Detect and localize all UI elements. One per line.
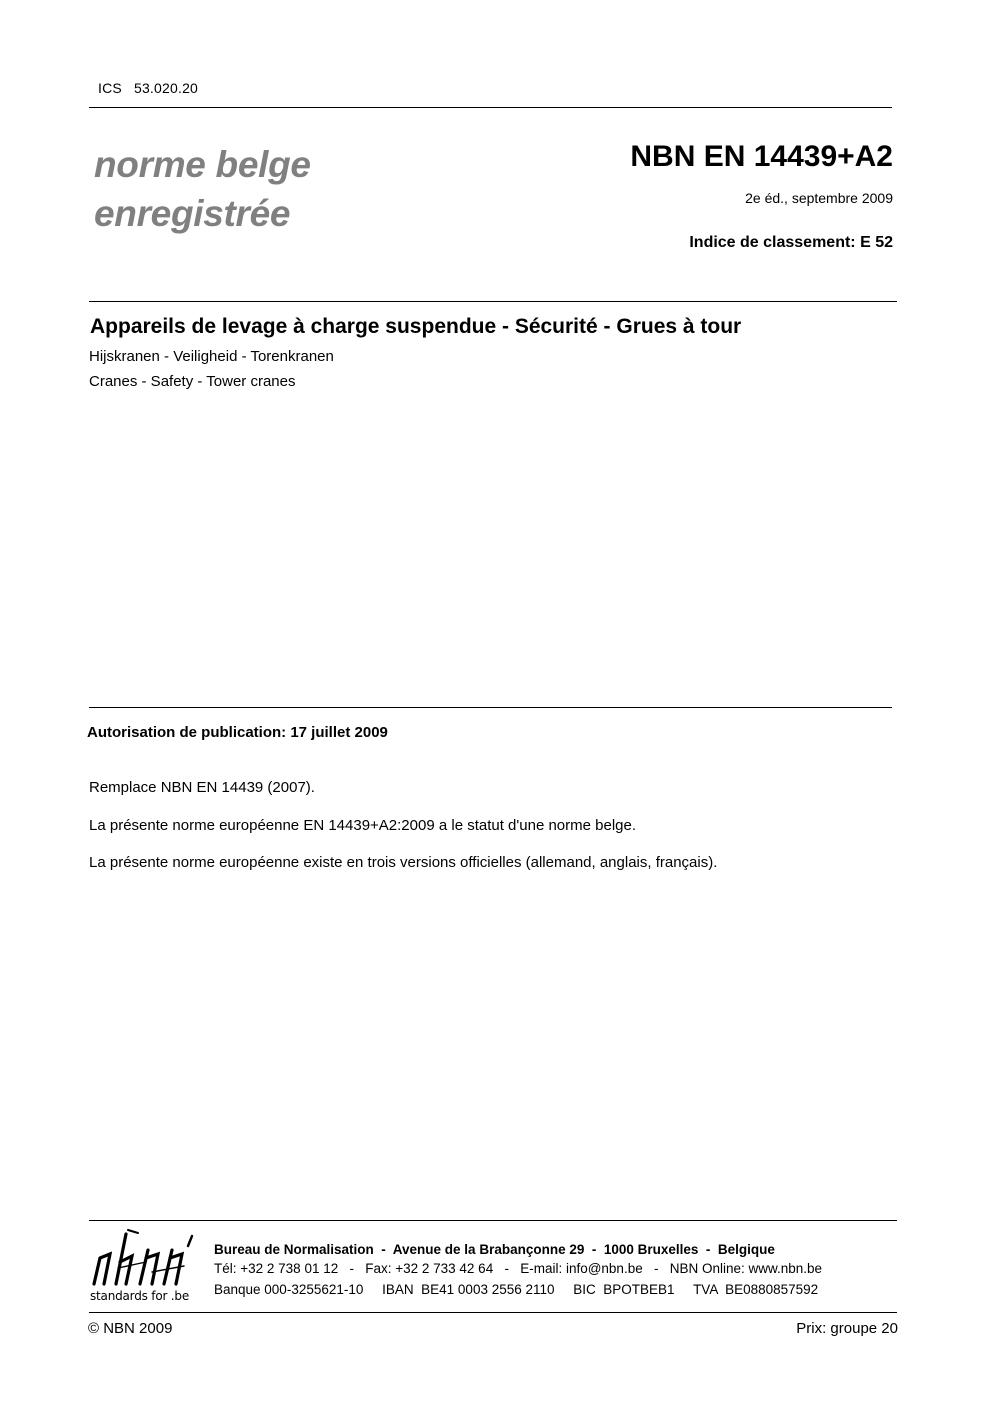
document-title-nl: Hijskranen - Veiligheid - Torenkranen bbox=[89, 348, 334, 365]
ics-line bbox=[98, 80, 198, 96]
norme-line-1: norme belge bbox=[94, 144, 311, 185]
standard-number: NBN EN 14439+A2 bbox=[630, 140, 893, 173]
document-title-fr: Appareils de levage à charge suspendue - Sécurité - Grues à tour bbox=[90, 315, 742, 338]
footer-bank-details: Banque 000-3255621-10 IBAN BE41 0003 2556 2110 BIC BPOTBEB1 TVA BE0880857592 bbox=[214, 1282, 819, 1297]
divider-footer bbox=[89, 1220, 897, 1221]
divider-middle bbox=[89, 707, 892, 708]
divider-top bbox=[89, 107, 892, 108]
divider-title bbox=[89, 301, 897, 302]
norme-belge-heading bbox=[94, 140, 311, 238]
paragraph-status: La présente norme européenne EN 14439+A2:2009 a le statut d'une norme belge. bbox=[89, 817, 637, 834]
paragraph-replaces: Remplace NBN EN 14439 (2007). bbox=[89, 779, 315, 796]
divider-bottom bbox=[89, 1312, 897, 1313]
copyright: © NBN 2009 bbox=[88, 1320, 173, 1337]
footer-contact: Tél: +32 2 738 01 12 - Fax: +32 2 733 42 64 - E-mail: info@nbn.be - NBN Online: www.nbn.be bbox=[214, 1261, 823, 1276]
ics-code: 53.020.20 bbox=[133, 80, 199, 96]
norme-line-2: enregistrée bbox=[94, 193, 291, 234]
footer-address: Bureau de Normalisation - Avenue de la Brabançonne 29 - 1000 Bruxelles - Belgique bbox=[214, 1242, 775, 1257]
edition-date: 2e éd., septembre 2009 bbox=[745, 190, 893, 206]
publication-authorization: Autorisation de publication: 17 juillet 2009 bbox=[87, 724, 388, 741]
classification-index: Indice de classement: E 52 bbox=[689, 234, 893, 251]
ics-label: ICS bbox=[98, 80, 122, 96]
price-group: Prix: groupe 20 bbox=[796, 1320, 898, 1337]
logo-caption: standards for .be bbox=[90, 1289, 190, 1303]
paragraph-versions: La présente norme européenne existe en trois versions officielles (allemand, anglais, français). bbox=[89, 854, 718, 871]
document-title-en: Cranes - Safety - Tower cranes bbox=[89, 373, 296, 390]
